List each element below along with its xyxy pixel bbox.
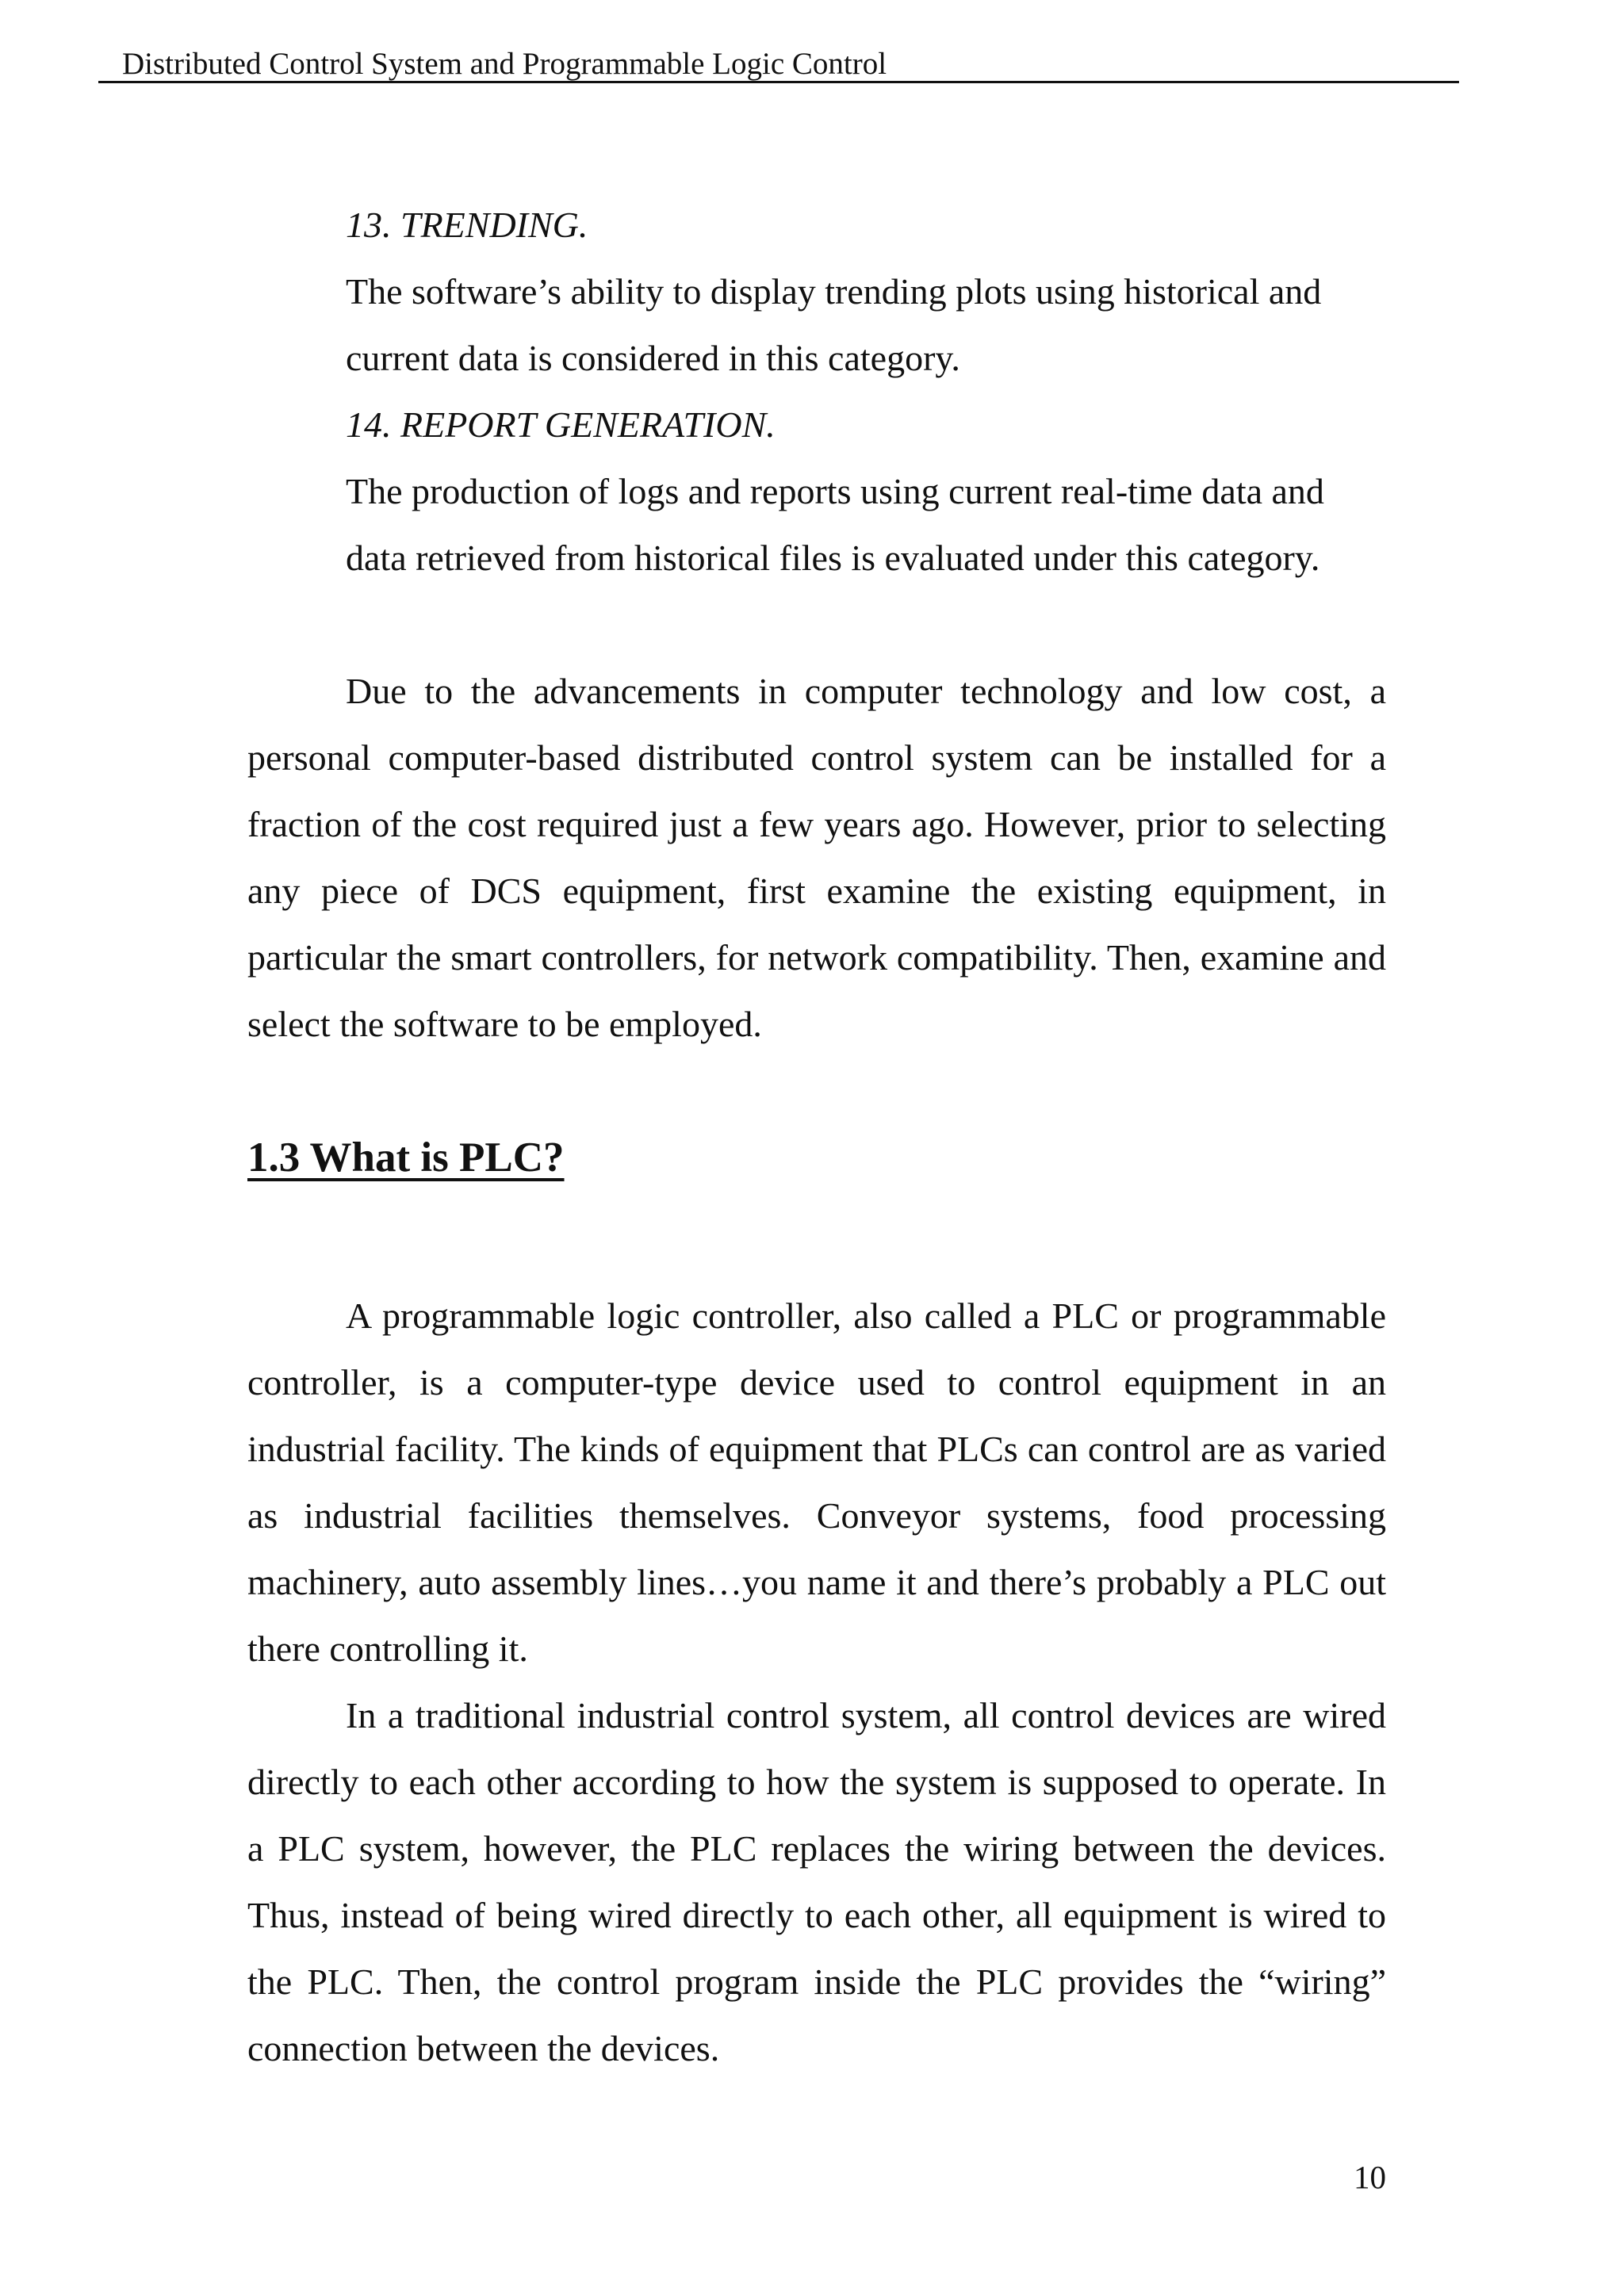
paragraph-plc-wiring: In a traditional industrial control system, all control devices are wired directly to each other according to how the system is supposed to operate. In a PLC system, however, the PLC replaces the wiring between the devices. Thus, instead of being wired directly to each other, all equipment is wired to the PLC. Then, the control program inside the PLC provides the “wiring” connection between the devices. — [247, 1695, 1386, 2068]
running-header-title: Distributed Control System and Programmable Logic Control — [122, 47, 887, 81]
spacer — [247, 1058, 1386, 1124]
page-body — [247, 192, 1386, 2082]
paragraph-plc-definition: A programmable logic controller, also called a PLC or programmable controller, is a computer-type device used to control equipment in an industrial facility. The kinds of equipment that PLCs can control are as varied as industrial facilities themselves. Conveyor systems, food processing machinery, auto assembly lines…you name it and there’s probably a PLC out there controlling it. — [247, 1295, 1386, 1669]
page-number: 10 — [1354, 2159, 1386, 2195]
spacer — [247, 1191, 1386, 1283]
list-item-title: 14. REPORT GENERATION. — [346, 404, 776, 445]
list-item-text-line: The software’s ability to display trending plots using historical and — [346, 271, 1322, 312]
section-heading: 1.3 What is PLC? — [247, 1135, 565, 1181]
list-item-text-line: data retrieved from historical files is evaluated under this category. — [346, 538, 1320, 578]
running-header — [98, 48, 1459, 83]
list-item-title: 13. TRENDING. — [346, 205, 588, 245]
list-item-text-line: current data is considered in this category. — [346, 338, 960, 378]
spacer — [247, 591, 1386, 658]
paragraph-dcs-cost: Due to the advancements in computer technology and low cost, a personal computer-based distributed control system can be installed for a fraction of the cost required just a few years ago. However, prior to selecting any piece of DCS equipment, first examine the existing equipment, in particular the smart controllers, for network compatibility. Then, examine and select the software to be employed. — [247, 671, 1386, 1044]
list-item-text-line: The production of logs and reports using current real-time data and — [346, 471, 1324, 511]
criteria-list — [247, 192, 1386, 591]
